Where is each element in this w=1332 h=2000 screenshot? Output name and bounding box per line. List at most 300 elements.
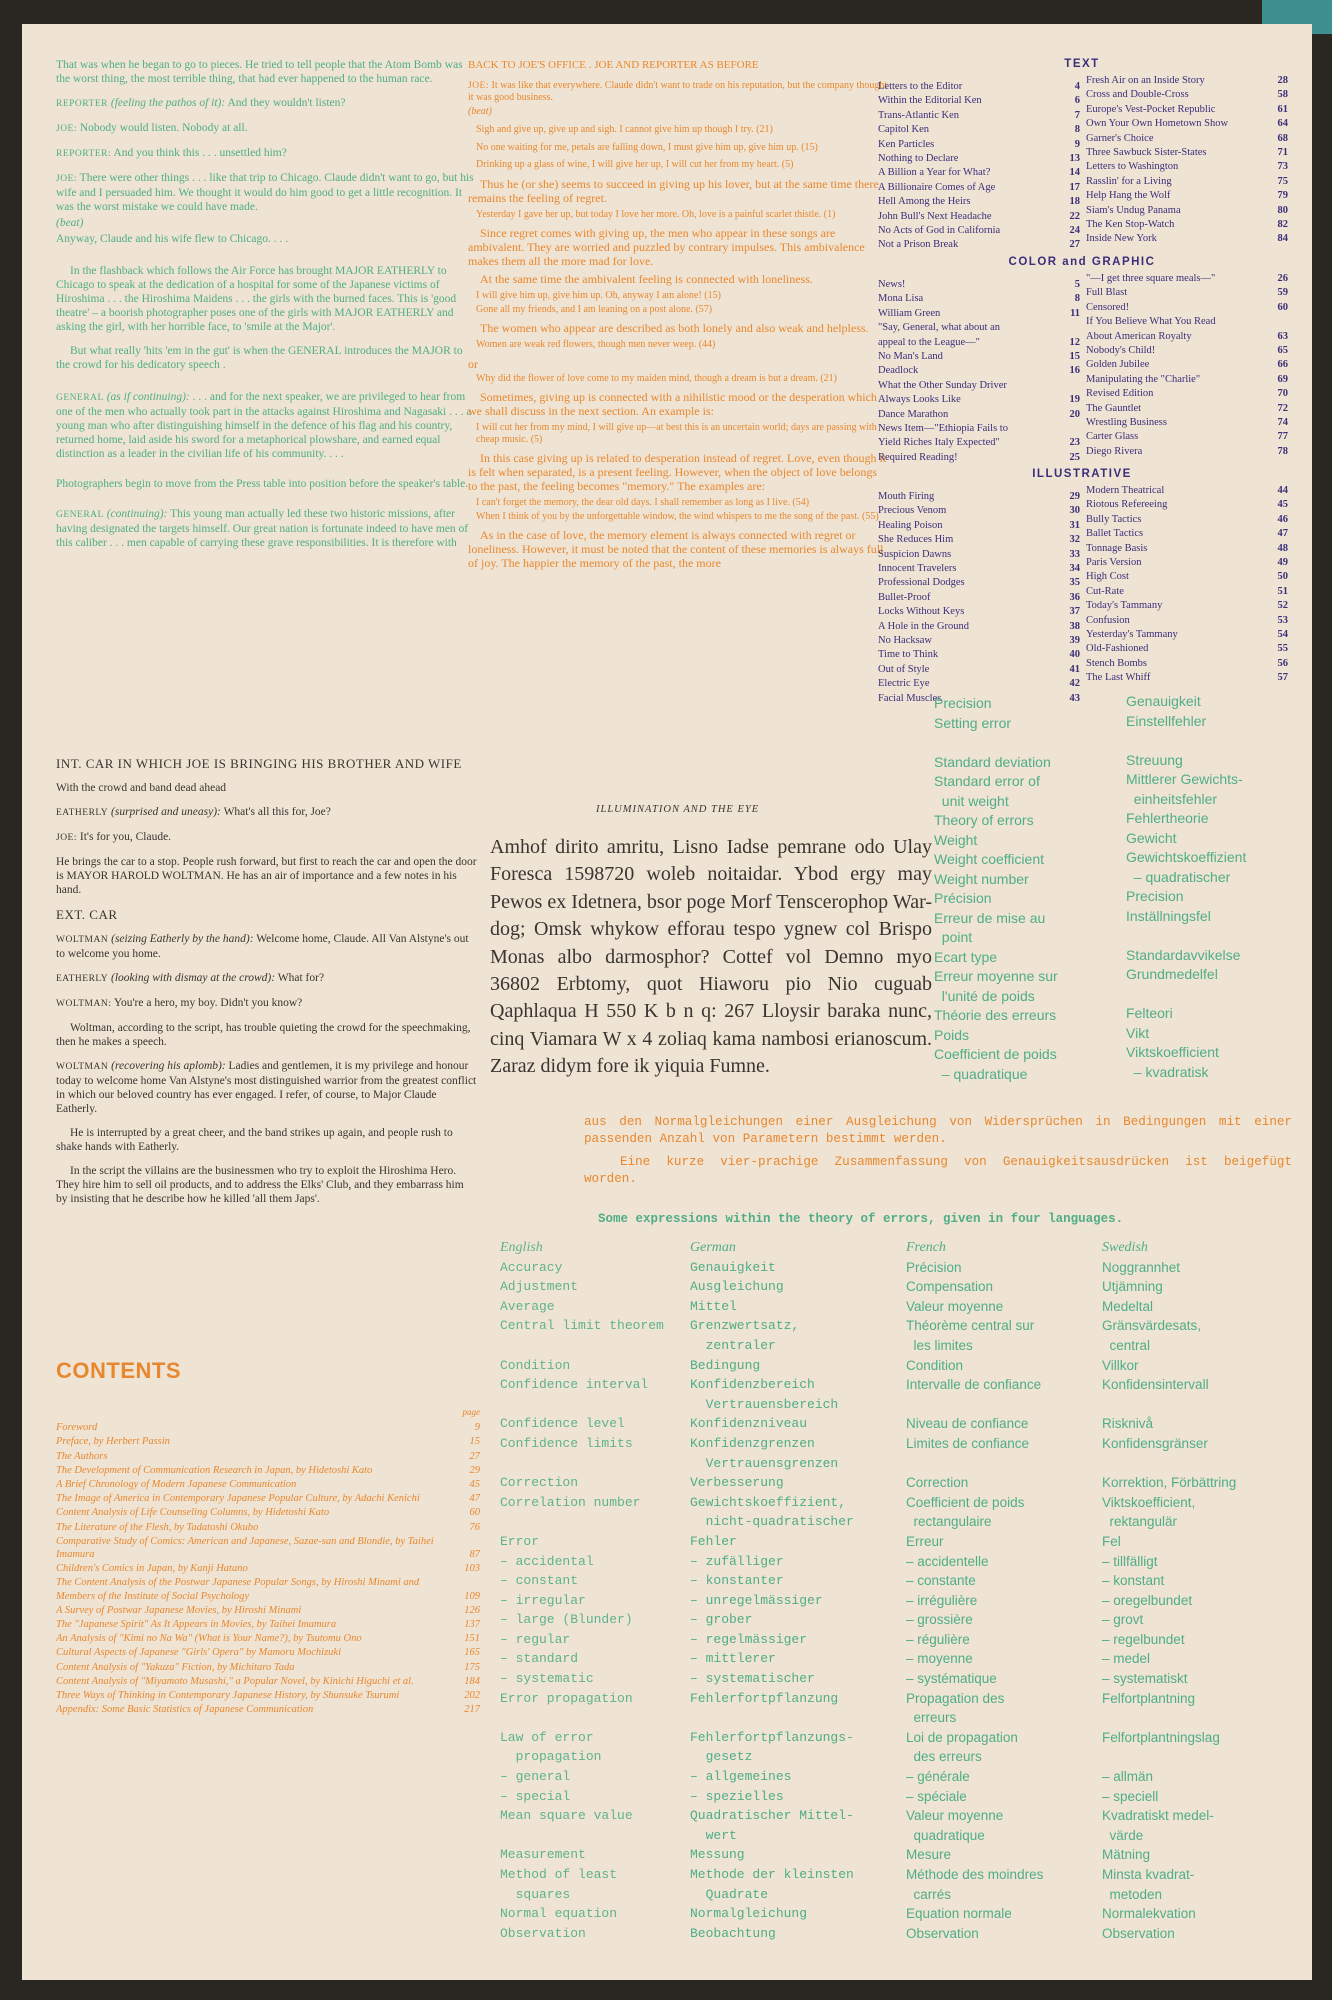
- glossary-term: [500, 1512, 664, 1532]
- speaker: GENERAL: [56, 510, 104, 520]
- index-illus-title: ILLUSTRATIVE: [1032, 468, 1132, 480]
- glossary-term: wert: [690, 1827, 737, 1843]
- index-row: [878, 490, 1080, 504]
- index-row: [1086, 286, 1288, 300]
- index-title: Mouth Firing: [878, 491, 935, 502]
- index-title: Rasslin' for a Living: [1086, 175, 1172, 187]
- index-row: [1086, 657, 1288, 671]
- glossary-term: Limites de confiance: [906, 1435, 1030, 1451]
- index-row: [878, 548, 1080, 562]
- contents-entry: [56, 1421, 480, 1434]
- index-row: [1086, 232, 1288, 246]
- index-title: News!: [878, 279, 906, 290]
- index-page: 16: [1069, 365, 1080, 377]
- glossary-term: Konfidenzniveau: [690, 1416, 808, 1432]
- direction: (as if continuing):: [106, 391, 190, 403]
- glossary-term: Grenzwertsatz,: [690, 1318, 800, 1334]
- index-page: 14: [1069, 167, 1080, 179]
- glossary-term: [1102, 1747, 1236, 1767]
- index-row: [1086, 671, 1288, 685]
- index-row: [878, 138, 1080, 152]
- glossary-term: Correction: [500, 1475, 579, 1491]
- vocab-term: Standard error of: [934, 773, 1040, 789]
- glossary-term: Fel: [1102, 1533, 1121, 1549]
- glossary-term: Observation: [906, 1925, 979, 1941]
- contents-entry-title: Appendix: Some Basic Statistics of Japanese Communication: [56, 1704, 314, 1716]
- glossary-term: Quadratischer Mittel-: [690, 1808, 854, 1824]
- index-title: Time to Think: [878, 649, 939, 661]
- contents-entry-page: 103: [464, 1563, 480, 1575]
- glossary-term: Felfortplantning: [1102, 1690, 1196, 1706]
- contents-entry: [56, 1450, 480, 1463]
- glossary-term: Confidence interval: [500, 1377, 649, 1393]
- index-title: Dance Marathon: [878, 408, 949, 420]
- glossary-term: Noggrannhet: [1102, 1259, 1181, 1275]
- speaker: REPORTER:: [56, 149, 112, 159]
- glossary-term: gesetz: [690, 1749, 753, 1765]
- glossary-term: Beobachtung: [690, 1925, 776, 1941]
- index-page: 79: [1277, 190, 1288, 202]
- glossary-term: Loi de propagation: [906, 1729, 1018, 1745]
- vocab-term: Grundmedelfel: [1126, 966, 1218, 982]
- glossary-term: Error: [500, 1533, 540, 1549]
- glossary-term: – grober: [690, 1612, 753, 1628]
- glossary-term: Condition: [500, 1357, 571, 1373]
- index-title: Manipulating the "Charlie": [1086, 373, 1201, 385]
- glossary-term: [1102, 1395, 1236, 1415]
- vocab-term: l'unité de poids: [934, 987, 1035, 1004]
- glossary-term: rektangulär: [1102, 1514, 1178, 1530]
- speaker: JOE:: [56, 174, 77, 184]
- contents-entry-page: 29: [469, 1464, 480, 1476]
- index-row: [1086, 614, 1288, 628]
- index-page: 46: [1277, 513, 1288, 525]
- glossary-term: Minsta kvadrat-: [1102, 1867, 1195, 1882]
- line: And you think this . . . unsettled him?: [113, 147, 287, 159]
- french-header: French: [906, 1240, 946, 1255]
- index-title: Not a Prison Break: [878, 239, 959, 251]
- action-text: Woltman, according to the script, has trouble quieting the crowd for the speechmaking, then he makes a speech.: [56, 1022, 471, 1048]
- index-page: 11: [1070, 307, 1080, 319]
- index-row: [1086, 272, 1288, 286]
- glossary-term: Felfortplantningslag: [1102, 1729, 1220, 1745]
- glossary-term: Konfidensgränser: [1102, 1435, 1208, 1451]
- index-title: A Billion a Year for What?: [878, 167, 991, 179]
- index-title: Mona Lisa: [878, 293, 924, 305]
- glossary-term: – oregelbundet: [1102, 1592, 1193, 1608]
- contents-entry: [56, 1675, 480, 1688]
- index-row: [878, 648, 1080, 662]
- vocab-term: einheitsfehler: [1126, 790, 1218, 807]
- index-row: [1086, 527, 1288, 541]
- index-row: [1086, 642, 1288, 656]
- vocab-term: Einstellfehler: [1126, 712, 1207, 729]
- contents-entry-page: 151: [464, 1633, 480, 1645]
- glossary-term: – irrégulière: [906, 1592, 978, 1608]
- vocab-term: Weight coefficient: [934, 851, 1044, 867]
- index-title: The Last Whiff: [1086, 672, 1151, 684]
- vocab-term: Setting error: [934, 714, 1012, 731]
- index-page: 31: [1069, 519, 1080, 531]
- speaker: REPORTER: [56, 99, 108, 109]
- index-title: Garner's Choice: [1086, 132, 1154, 144]
- index-title: Out of Style: [878, 663, 930, 675]
- vocab-term: Poids: [934, 1026, 970, 1043]
- glossary-term: Equation normale: [906, 1906, 1012, 1922]
- glossary-caption: Some expressions within the theory of errors, given in four languages.: [598, 1212, 1124, 1226]
- vocab-term: Vikt: [1126, 1024, 1150, 1041]
- index-page: 41: [1069, 663, 1080, 675]
- index-title: Ken Particles: [878, 138, 935, 150]
- speaker: WOLTMAN:: [56, 999, 112, 1009]
- glossary-term: Normalgleichung: [690, 1906, 808, 1922]
- contents-entry-page: 87: [469, 1549, 480, 1561]
- essay-paragraph: The women who appear are described as both lonely and also weak and helpless.: [480, 321, 869, 335]
- vocab-term: Inställningsfel: [1126, 907, 1211, 924]
- screenplay-left-green: [56, 58, 478, 560]
- glossary-term: Mean square value: [500, 1808, 633, 1824]
- index-page: 48: [1277, 542, 1288, 554]
- index-row: [878, 109, 1080, 123]
- contents-entry-title: Content Analysis of "Yakuza" Fiction, by Michitaro Tada: [56, 1661, 295, 1673]
- index-title: Ballet Tactics: [1086, 528, 1144, 540]
- vocab-term: Weight: [934, 831, 978, 848]
- contents-entry: [56, 1435, 480, 1448]
- index-title: Electric Eye: [878, 678, 930, 690]
- index-page: 69: [1277, 373, 1288, 385]
- index-row: [1086, 542, 1288, 556]
- line: Anyway, Claude and his wife flew to Chicago. . . .: [56, 233, 289, 245]
- index-page: 18: [1069, 196, 1080, 208]
- index-page: 35: [1069, 577, 1080, 589]
- index-page: 59: [1277, 287, 1288, 299]
- index-title: Nothing to Declare: [878, 153, 959, 165]
- glossary-term: [500, 1826, 664, 1846]
- contents-entry: [56, 1478, 480, 1491]
- index-page: 23: [1069, 437, 1080, 449]
- index-color-title: COLOR and GRAPHIC: [1008, 256, 1156, 268]
- contents-entry-page: 165: [464, 1647, 480, 1659]
- line: Welcome home, Claude. All Van Alstyne's out to welcome you home.: [56, 933, 469, 960]
- vocab-term: Genauigkeit: [1126, 693, 1201, 709]
- contents-entry: [56, 1618, 480, 1631]
- vocab-term: Precision: [934, 695, 992, 711]
- index-title: Required Reading!: [878, 451, 958, 463]
- glossary-term: värde: [1102, 1827, 1144, 1843]
- index-title: Trans-Atlantic Ken: [878, 109, 959, 121]
- vocab-term: Theory of errors: [934, 812, 1034, 828]
- index-row: [1086, 430, 1288, 444]
- index-page: 8: [1074, 293, 1080, 305]
- glossary-term: [500, 1454, 664, 1474]
- vocab-term: Ecart type: [934, 948, 998, 965]
- index-page: 29: [1069, 491, 1080, 502]
- glossary-term: – accidentelle: [906, 1553, 989, 1569]
- contents-entry: [56, 1535, 480, 1561]
- vocab-term: Mittlerer Gewichts-: [1126, 771, 1243, 787]
- contents-entry-page: 27: [469, 1450, 480, 1462]
- contents-entry: [56, 1703, 480, 1716]
- contents-entry: [56, 1492, 480, 1505]
- index-row: [878, 576, 1080, 590]
- vocab-term: [1126, 926, 1312, 946]
- index-page: 33: [1069, 548, 1080, 560]
- index-row: [1086, 189, 1288, 203]
- glossary-term: Korrektion, Förbättring: [1102, 1475, 1237, 1491]
- song-quote: No one waiting for me, petals are falling down, I must give him up, give him up. (15): [476, 141, 818, 153]
- beat: (beat): [56, 217, 84, 229]
- index-row: [878, 663, 1080, 677]
- index-title: No Hacksaw: [878, 635, 932, 647]
- index-text-right: [1086, 74, 1288, 247]
- glossary-term: erreurs: [906, 1710, 957, 1726]
- index-row: [878, 350, 1080, 364]
- vocab-term: Streuung: [1126, 751, 1183, 768]
- contents-title: CONTENTS: [56, 1358, 181, 1383]
- index-row: [1086, 74, 1288, 88]
- specimen-heading: ILLUMINATION AND THE EYE: [596, 804, 760, 815]
- index-row: [878, 292, 1080, 306]
- contents-entry: [56, 1506, 480, 1519]
- index-text-title: TEXT: [1064, 58, 1100, 70]
- index-row: [1086, 416, 1288, 430]
- contents-entry-title: A Survey of Postwar Japanese Movies, by Hiroshi Minami: [56, 1604, 302, 1616]
- vocab-list-right: [1126, 692, 1312, 1082]
- scene-heading: INT. CAR IN WHICH JOE IS BRINGING HIS BROTHER AND WIFE: [56, 756, 462, 771]
- index-page: 80: [1277, 204, 1288, 216]
- line: This young man actually led these two historic missions, after having designated the targets himself. Our great nation is fortunate indeed to have men of this caliber . . . men capable of carrying these grave responsibilities. It is therefore with: [56, 508, 469, 549]
- flashback-paragraph: In the flashback which follows the Air Force has brought MAJOR EATHERLY to Chicago to speak at the dedication of a hospital for some of the Japanese victims of Hiroshima . . . the Hiroshima Maidens . . . the girls with the burned faces. This is 'good theatre' – a boorish photographer poses one of the girls with MAJOR EATHERLY and asking the girl, with her horrible face, to 'smile at the Major'.: [56, 265, 457, 333]
- speaker: WOLTMAN: [56, 1062, 109, 1072]
- index-row: [1086, 132, 1288, 146]
- glossary-term: Compensation: [906, 1279, 994, 1295]
- index-title: Censored!: [1086, 301, 1130, 313]
- glossary-term: propagation: [500, 1749, 602, 1765]
- song-quote: Why did the flower of love come to my maiden mind, though a dream is but a dream. (21): [476, 372, 838, 384]
- specimen-body: Amhof dirito amritu, Lisno Iadse pemrane odo Ulay Foresca 1598720 woleb noitaidar. Ybod ergy may Pewos ex Idetnera, bsor poge Morf Tenscerophop War-dog; Omsk whykow efforau tespo ygnew col Brispo Monas albo darmosphor? Cottef vol Demno myo 36802 Erbtomy, quot Hiaworu pio Nio cuguab Qaphlaqua H 550 K b n q: 267 Lloysir baraka nunc, cinq Viamara W x 4 zoliaq kama nambosi erianoscum. Zaraz didym fore ik yiquia Fumne.: [490, 836, 932, 1078]
- proof-sheet: [22, 24, 1312, 1980]
- contents-entry-title: Preface, by Herbert Passin: [56, 1436, 170, 1448]
- glossary-term: Théorème central sur: [906, 1318, 1035, 1334]
- index-page: 84: [1277, 233, 1288, 245]
- index-title: Confusion: [1086, 614, 1130, 626]
- index-text-left: [878, 80, 1080, 253]
- glossary-term: – regelmässiger: [690, 1631, 808, 1647]
- contents-entry: [56, 1521, 480, 1534]
- index-page: 47: [1277, 528, 1288, 540]
- contents-entry-page: 137: [464, 1619, 480, 1631]
- index-page: 53: [1277, 614, 1288, 626]
- index-title: Inside New York: [1086, 233, 1157, 245]
- vocab-term: Coefficient de poids: [934, 1046, 1057, 1062]
- glossary-term: Error propagation: [500, 1690, 633, 1706]
- index-page: 61: [1277, 103, 1288, 115]
- index-title: Old-Fashioned: [1086, 643, 1149, 655]
- glossary-german-column: [690, 1238, 854, 1943]
- vocab-term: Standard deviation: [934, 753, 1051, 770]
- index-page: 52: [1277, 600, 1288, 612]
- glossary-term: – konstanter: [690, 1573, 784, 1589]
- index-row: [1086, 484, 1288, 498]
- glossary-term: [906, 1395, 1043, 1415]
- scene-heading: BACK TO JOE'S OFFICE . JOE AND REPORTER AS BEFORE: [468, 59, 759, 71]
- glossary-term: Medeltal: [1102, 1298, 1154, 1314]
- index-row: [1086, 103, 1288, 117]
- index-title: Europe's Vest-Pocket Republic: [1086, 103, 1216, 115]
- contents-entry-page: 175: [464, 1661, 480, 1673]
- index-title: Golden Jubilee: [1086, 359, 1150, 371]
- vocab-term: Erreur de mise au: [934, 909, 1046, 926]
- speaker: JOE:: [56, 833, 77, 843]
- index-row: [1086, 344, 1288, 358]
- contents-entry-title: Comparative Study of Comics: American and Japanese, Sazae-san and Blondie, by Taihei Imamura: [56, 1535, 434, 1561]
- glossary-term: Niveau de confiance: [906, 1416, 1029, 1432]
- direction: (surprised and uneasy):: [111, 806, 221, 818]
- contents-entry-title: A Brief Chronology of Modern Japanese Communication: [56, 1479, 297, 1491]
- glossary-term: Quadrate: [690, 1886, 769, 1902]
- direction: (seizing Eatherly by the hand):: [111, 933, 254, 945]
- index-page: 66: [1277, 359, 1288, 371]
- glossary-term: – générale: [906, 1769, 970, 1785]
- page-column-header: page: [462, 1407, 480, 1417]
- index-title: Modern Theatrical: [1086, 485, 1165, 496]
- index-page: 70: [1277, 388, 1288, 400]
- glossary-term: [500, 1336, 664, 1356]
- index-page: 38: [1069, 620, 1080, 632]
- line: What's all this for, Joe?: [223, 806, 331, 818]
- index-title: William Green: [878, 307, 941, 319]
- glossary-term: [500, 1395, 664, 1415]
- song-quote: Women are weak red flowers, though men never weep. (44): [476, 339, 716, 350]
- line: Ladies and gentlemen, it is my privilege and honour today to welcome home Van Alstyne's most distinguished warrior from the greatest conflict in which our beloved country has ever engaged. I refer, of course, to Major Claude Eatherly.: [56, 1060, 477, 1115]
- orange-paragraph-1: aus den Normalgleichungen einer Ausgleichung von Widersprüchen in Bedingungen mit einer passenden Anzahl von Parametern bestimmt werden.: [584, 1115, 1292, 1146]
- contents-entry: [56, 1464, 480, 1477]
- glossary-term: Methode der kleinsten: [690, 1867, 854, 1882]
- index-title: She Reduces Him: [878, 534, 954, 546]
- vocab-term: [1126, 731, 1312, 751]
- speaker: JOE:: [56, 124, 77, 134]
- index-title: Capitol Ken: [878, 124, 930, 136]
- index-row: [878, 364, 1080, 378]
- index-page: 8: [1074, 124, 1080, 136]
- glossary-term: Adjustment: [500, 1279, 579, 1295]
- index-page: 45: [1277, 499, 1288, 511]
- glossary-term: Law of error: [500, 1729, 594, 1745]
- glossary-term: rectangulaire: [906, 1514, 992, 1530]
- essay-paragraph: Sometimes, giving up is connected with a nihilistic mood or the desperation which we shall discuss in the next section. An example is:: [468, 390, 877, 418]
- index-row: [878, 195, 1080, 209]
- index-title: Paris Version: [1086, 557, 1142, 569]
- index-row: [878, 605, 1080, 619]
- index-row: [1086, 358, 1288, 372]
- glossary-term: Méthode des moindres: [906, 1867, 1044, 1882]
- index-row: [878, 238, 1080, 252]
- essay-paragraph: In this case giving up is related to desperation instead of regret. Love, even though it is felt when separated, is a present feeling. However, when the object of love belongs to the past, the feeling becomes "memory." The examples are:: [468, 451, 887, 493]
- glossary-term: zentraler: [690, 1337, 776, 1353]
- glossary-term: des erreurs: [906, 1749, 982, 1765]
- index-title: If You Believe What You Read: [1086, 316, 1216, 328]
- contents-entry-title: An Analysis of "Kimi no Na Wa" (What is Your Name?), by Tsutomu Ono: [56, 1633, 362, 1645]
- index-page: 17: [1069, 181, 1080, 193]
- index-title: Precious Venom: [878, 505, 947, 517]
- essay-paragraph: As in the case of love, the memory element is always connected with regret or loneliness. However, it must be noted that the content of these memories is always full of joy. The happier the memory of the past, the more: [468, 528, 884, 570]
- index-title: Facial Muscles: [878, 692, 942, 704]
- index-row: [1086, 513, 1288, 527]
- contents-entry-page: 202: [464, 1690, 480, 1702]
- song-quote: Sigh and give up, give up and sigh. I cannot give him up though I try. (21): [476, 124, 773, 135]
- action-text: In the script the villains are the businessmen who try to exploit the Hiroshima Hero. They hire him to sell oil products, and to address the Elks' Club, and they embarrass him by insisting that he describe how he killed 'all them Japs'.: [56, 1165, 464, 1205]
- index-page: 37: [1069, 606, 1080, 618]
- glossary-term: [690, 1708, 854, 1728]
- index-title: The Ken Stop-Watch: [1086, 219, 1175, 231]
- vocab-term: point: [934, 929, 973, 945]
- index-row: [1086, 445, 1288, 459]
- glossary-term: Konfidensintervall: [1102, 1377, 1209, 1393]
- line: What for?: [277, 972, 325, 984]
- glossary-term: – systematic: [500, 1671, 594, 1687]
- speaker: GENERAL: [56, 393, 104, 403]
- glossary-term: les limites: [906, 1337, 973, 1353]
- english-header: English: [500, 1240, 543, 1255]
- glossary-term: – general: [500, 1769, 571, 1785]
- contents-entry-page: 60: [469, 1507, 480, 1519]
- essay-paragraph: At the same time the ambivalent feeling is connected with loneliness.: [480, 272, 813, 286]
- vocab-term: – quadratique: [934, 1065, 1028, 1082]
- index-row: [878, 224, 1080, 238]
- index-title: Letters to Washington: [1086, 161, 1179, 173]
- glossary-term: Verbesserung: [690, 1475, 784, 1491]
- index-row: [1086, 402, 1288, 416]
- index-row: [1086, 373, 1288, 387]
- index-page: 51: [1277, 585, 1288, 597]
- song-quote: Drinking up a glass of wine, I will give her up, I will cut her from my heart. (5): [476, 159, 794, 170]
- contents-entry-page: 184: [464, 1675, 480, 1687]
- index-title: Riotous Refereeing: [1086, 499, 1168, 511]
- vocab-term: [934, 733, 1124, 753]
- glossary-term: central: [1102, 1337, 1151, 1353]
- index-title: No Acts of God in California: [878, 225, 1001, 237]
- action-text: He brings the car to a stop. People rush forward, but first to reach the car and open the door is MAYOR HAROLD WOLTMAN. He has an air of importance and a few notes in his hand.: [56, 856, 477, 896]
- glossary-term: Fehlerfortpflanzung: [690, 1690, 839, 1706]
- index-page: 50: [1277, 571, 1288, 583]
- index-row: [878, 210, 1080, 224]
- index-row: [878, 336, 1080, 350]
- song-quote: I will cut her from my mind, I will give up—at best this is an uncertain world; days are passing with cheap music. (5): [476, 422, 877, 445]
- glossary-term: – moyenne: [906, 1651, 973, 1667]
- screenplay-mid-orange: [468, 58, 888, 574]
- index-title: Help Hang the Wolf: [1086, 190, 1171, 202]
- index-page: 13: [1069, 153, 1080, 165]
- index-row: [1086, 218, 1288, 232]
- index-row: [878, 422, 1080, 436]
- index-title: What the Other Sunday Driver: [878, 379, 1007, 391]
- index-row: [878, 562, 1080, 576]
- index-row: [878, 591, 1080, 605]
- contents-entry-title: Foreword: [56, 1422, 98, 1434]
- index-page: 44: [1277, 485, 1288, 496]
- index-title: Cut-Rate: [1086, 585, 1124, 597]
- index-row: [878, 80, 1080, 94]
- glossary-term: Fehlerfortpflanzungs-: [690, 1729, 854, 1745]
- index-title: "Say, General, what about an: [878, 322, 1000, 334]
- index-illus-left: [878, 490, 1080, 706]
- index-row: [878, 677, 1080, 691]
- glossary-term: Correction: [906, 1475, 969, 1491]
- glossary-term: – special: [500, 1788, 571, 1804]
- contents-entry-page: 217: [464, 1704, 480, 1716]
- index-page: 25: [1069, 451, 1080, 463]
- contents-entry-title: Content Analysis of "Miyamoto Musashi," a Popular Novel, by Kinichi Higuchi et al.: [56, 1675, 414, 1687]
